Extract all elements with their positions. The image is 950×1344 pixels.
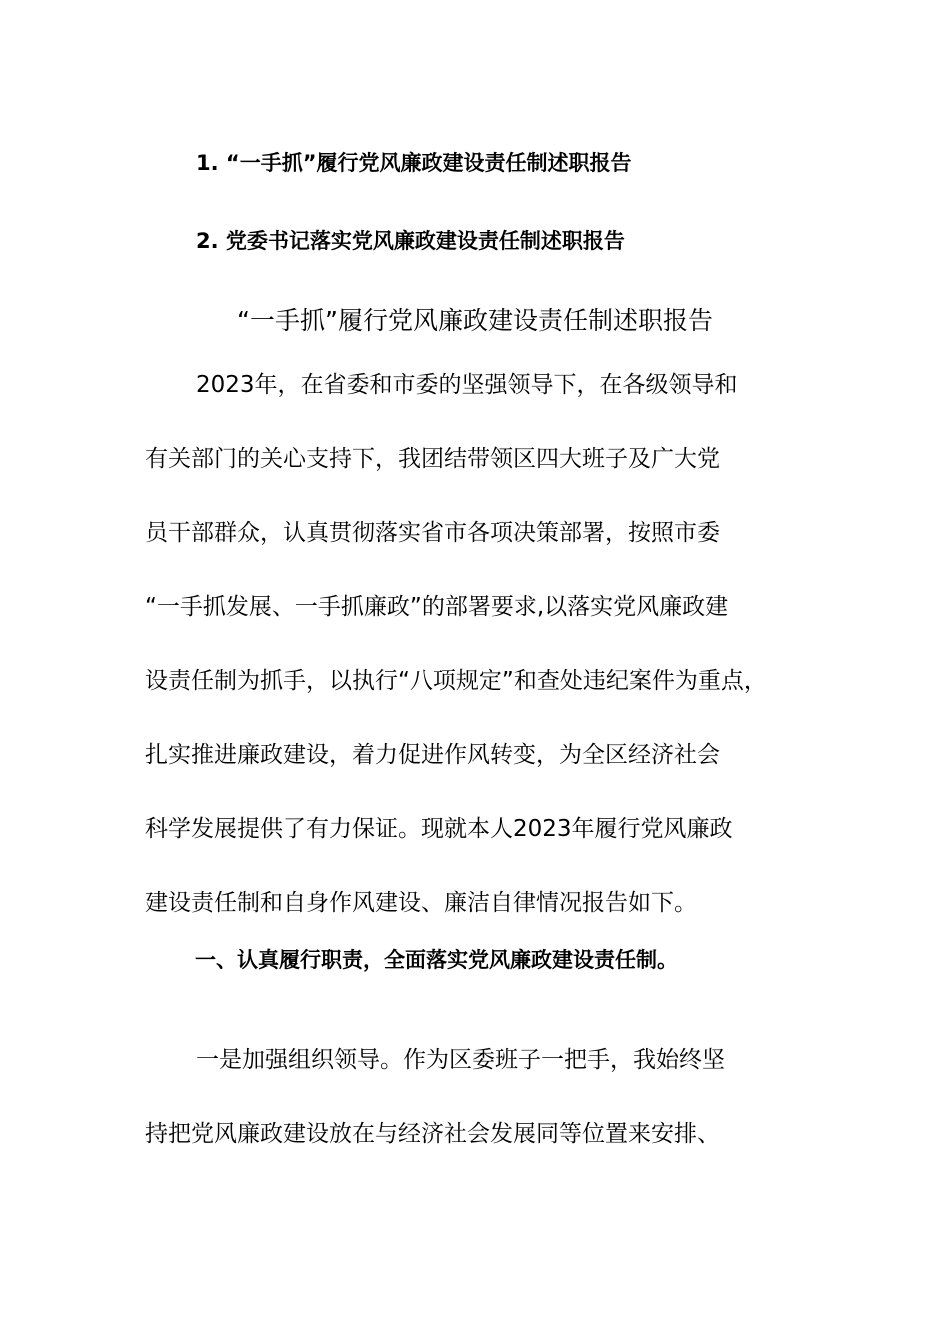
paragraph-line: 建设责任制和自身作风建设、廉洁自律情况报告如下。 (145, 890, 697, 916)
paragraph-line: 持把党风廉政建设放在与经济社会发展同等位置来安排、 (145, 1121, 720, 1147)
paragraph-line: 员干部群众，认真贯彻落实省市各项决策部署，按照市委 (145, 520, 720, 546)
document-title: “一手抓”履行党风廉政建设责任制述职报告 (237, 306, 713, 335)
paragraph-line: 设责任制为抓手，以执行“八项规定”和查处违纪案件为重点， (145, 668, 767, 694)
paragraph-line: 有关部门的关心支持下，我团结带领区四大班子及广大党 (145, 446, 720, 472)
section-heading-1: 一、认真履行职责，全面落实党风廉政建设责任制。 (195, 948, 678, 972)
paragraph-1 (145, 348, 835, 940)
paragraph-line: 一是加强组织领导。作为区委班子一把手，我始终坚 (196, 1047, 725, 1073)
toc-item-1[interactable]: 1. “一手抓”履行党风廉政建设责任制述职报告 (196, 151, 632, 175)
toc-item-2[interactable]: 2. 党委书记落实党风廉政建设责任制述职报告 (196, 229, 625, 253)
paragraph-2 (145, 1023, 835, 1171)
paragraph-line: 科学发展提供了有力保证。现就本人2023年履行党风廉政 (145, 816, 733, 842)
paragraph-line: “一手抓发展、一手抓廉政”的部署要求,以落实党风廉政建 (145, 594, 729, 620)
paragraph-line: 2023年，在省委和市委的坚强领导下，在各级领导和 (196, 372, 738, 398)
paragraph-line: 扎实推进廉政建设，着力促进作风转变，为全区经济社会 (145, 742, 720, 768)
